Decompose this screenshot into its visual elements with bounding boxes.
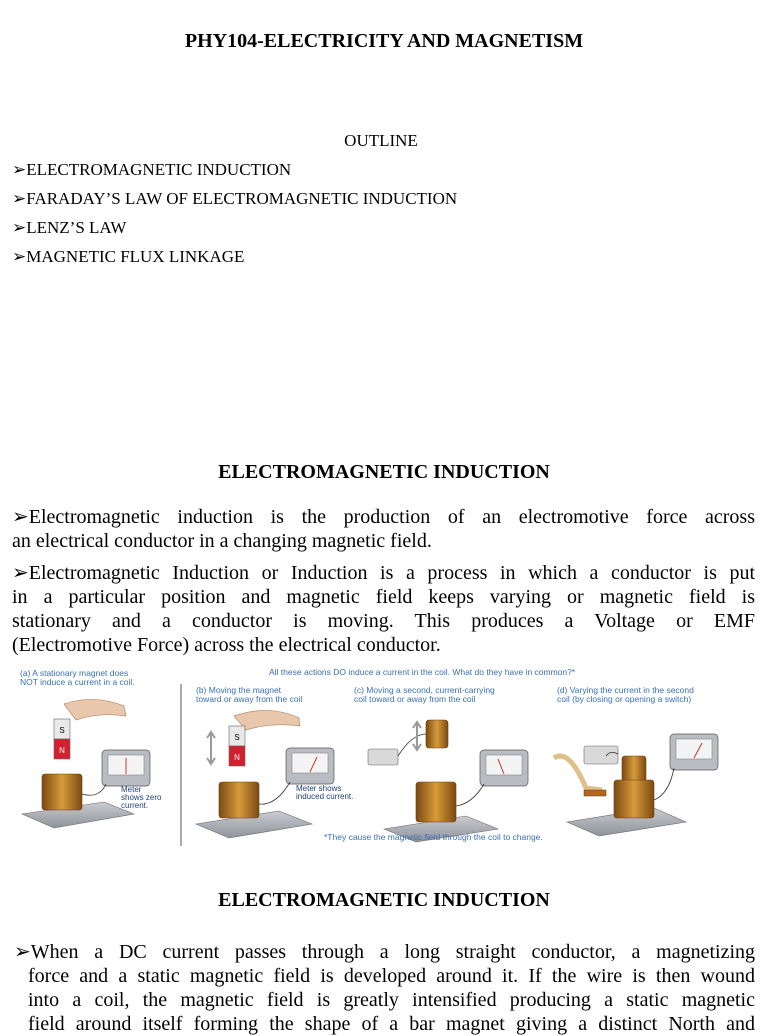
magnet-n-label: N [234,753,240,762]
caption-c-line2: coil toward or away from the coil [354,694,476,704]
coil-icon [219,782,259,818]
coil-icon [42,774,82,810]
meter-face [676,739,712,759]
panel-b [196,710,353,838]
paragraph-line: into a coil, the magnetic field is greatly intensified producing a static magnetic [28,989,755,1011]
page-title: PHY104-ELECTRICITY AND MAGNETISM [184,30,584,52]
paragraph-line: (Electromotive Force) across the electrical conductor. [12,634,441,656]
paragraph-line: stationary and a conductor is moving. This produces a Voltage or EMF [12,610,755,632]
paragraph-line: force and a static magnetic field is developed around it. If the wire is then wound [28,965,755,987]
bullet-arrow-icon: ➢ [12,218,27,237]
caption-b-line1: (b) Moving the magnet [196,685,282,695]
paragraph-line: ➢When a DC current passes through a long straight conductor, a magnetizing [14,941,755,963]
panel-c [368,720,528,842]
outline-item: ➢MAGNETIC FLUX LINKAGE [12,247,245,266]
meter-face [292,753,328,773]
panel-a [22,699,162,828]
paragraph-line: in a particular position and magnetic field keeps varying or magnetic field is [12,586,755,608]
meter-a-label-1: Meter [121,785,142,794]
up-down-arrow-icon [413,722,421,750]
caption-d-line2: coil (by closing or opening a switch) [557,694,692,704]
outline-item: ➢FARADAY’S LAW OF ELECTROMAGNETIC INDUCTION [12,189,458,208]
meter-b-label-1: Meter shows [296,784,342,793]
caption-c-line1: (c) Moving a second, current-carrying [354,685,495,695]
bullet-arrow-icon: ➢ [12,189,27,208]
wire [654,768,674,800]
battery-icon [584,746,618,764]
paragraph-line: field around itself forming the shape of a bar magnet giving a distinct North and [28,1013,755,1035]
wire [259,782,290,804]
paragraph [12,505,755,553]
coil-icon [416,782,456,822]
magnet-s-label: S [234,733,240,742]
wire [398,734,426,756]
paragraph [14,940,755,1036]
hand-icon [64,699,126,720]
second-coil-icon [426,720,448,748]
bullet-arrow-icon: ➢ [12,247,27,266]
meter-a-label-2: shows zero [121,793,162,802]
outline-item: ➢LENZ’S LAW [12,218,127,237]
battery-icon [368,749,398,765]
second-coil-icon [622,756,646,782]
paragraph-line: ➢Electromagnetic induction is the production of an electromotive force across [12,506,755,528]
section-heading: ELECTROMAGNETIC INDUCTION [218,889,550,911]
switch-icon [584,790,606,796]
caption-b-line2: toward or away from the coil [196,694,303,704]
induction-figure [14,664,754,854]
coil-icon [614,780,654,818]
up-down-arrow-icon [207,732,215,764]
caption-a-line2: NOT induce a current in a coil. [20,677,135,687]
panel-d [554,734,718,836]
magnet-s-label: S [59,726,65,735]
meter-b-label-2: induced current. [296,792,354,801]
caption-a-line1: (a) A stationary magnet does [20,668,129,678]
figure-top-caption: All these actions DO induce a current in the coil. What do they have in common?* [269,667,576,677]
figure-footnote: *They cause the magnetic field through the coil to change. [324,832,543,842]
caption-d-line1: (d) Varying the current in the second [557,685,694,695]
section-heading: ELECTROMAGNETIC INDUCTION [218,461,550,483]
paragraph [12,561,755,657]
magnet-n-label: N [59,746,65,755]
outline-label: OUTLINE [344,131,418,150]
meter-a-label-3: current. [121,801,149,810]
meter-face [486,755,522,775]
paragraph-line: an electrical conductor in a changing magnetic field. [12,530,432,552]
paragraph-line: ➢Electromagnetic Induction or Induction is a process in which a conductor is put [12,562,755,584]
wire [456,784,484,806]
outline-item: ➢ELECTROMAGNETIC INDUCTION [12,160,292,179]
wire [82,784,106,795]
bullet-arrow-icon: ➢ [12,160,27,179]
